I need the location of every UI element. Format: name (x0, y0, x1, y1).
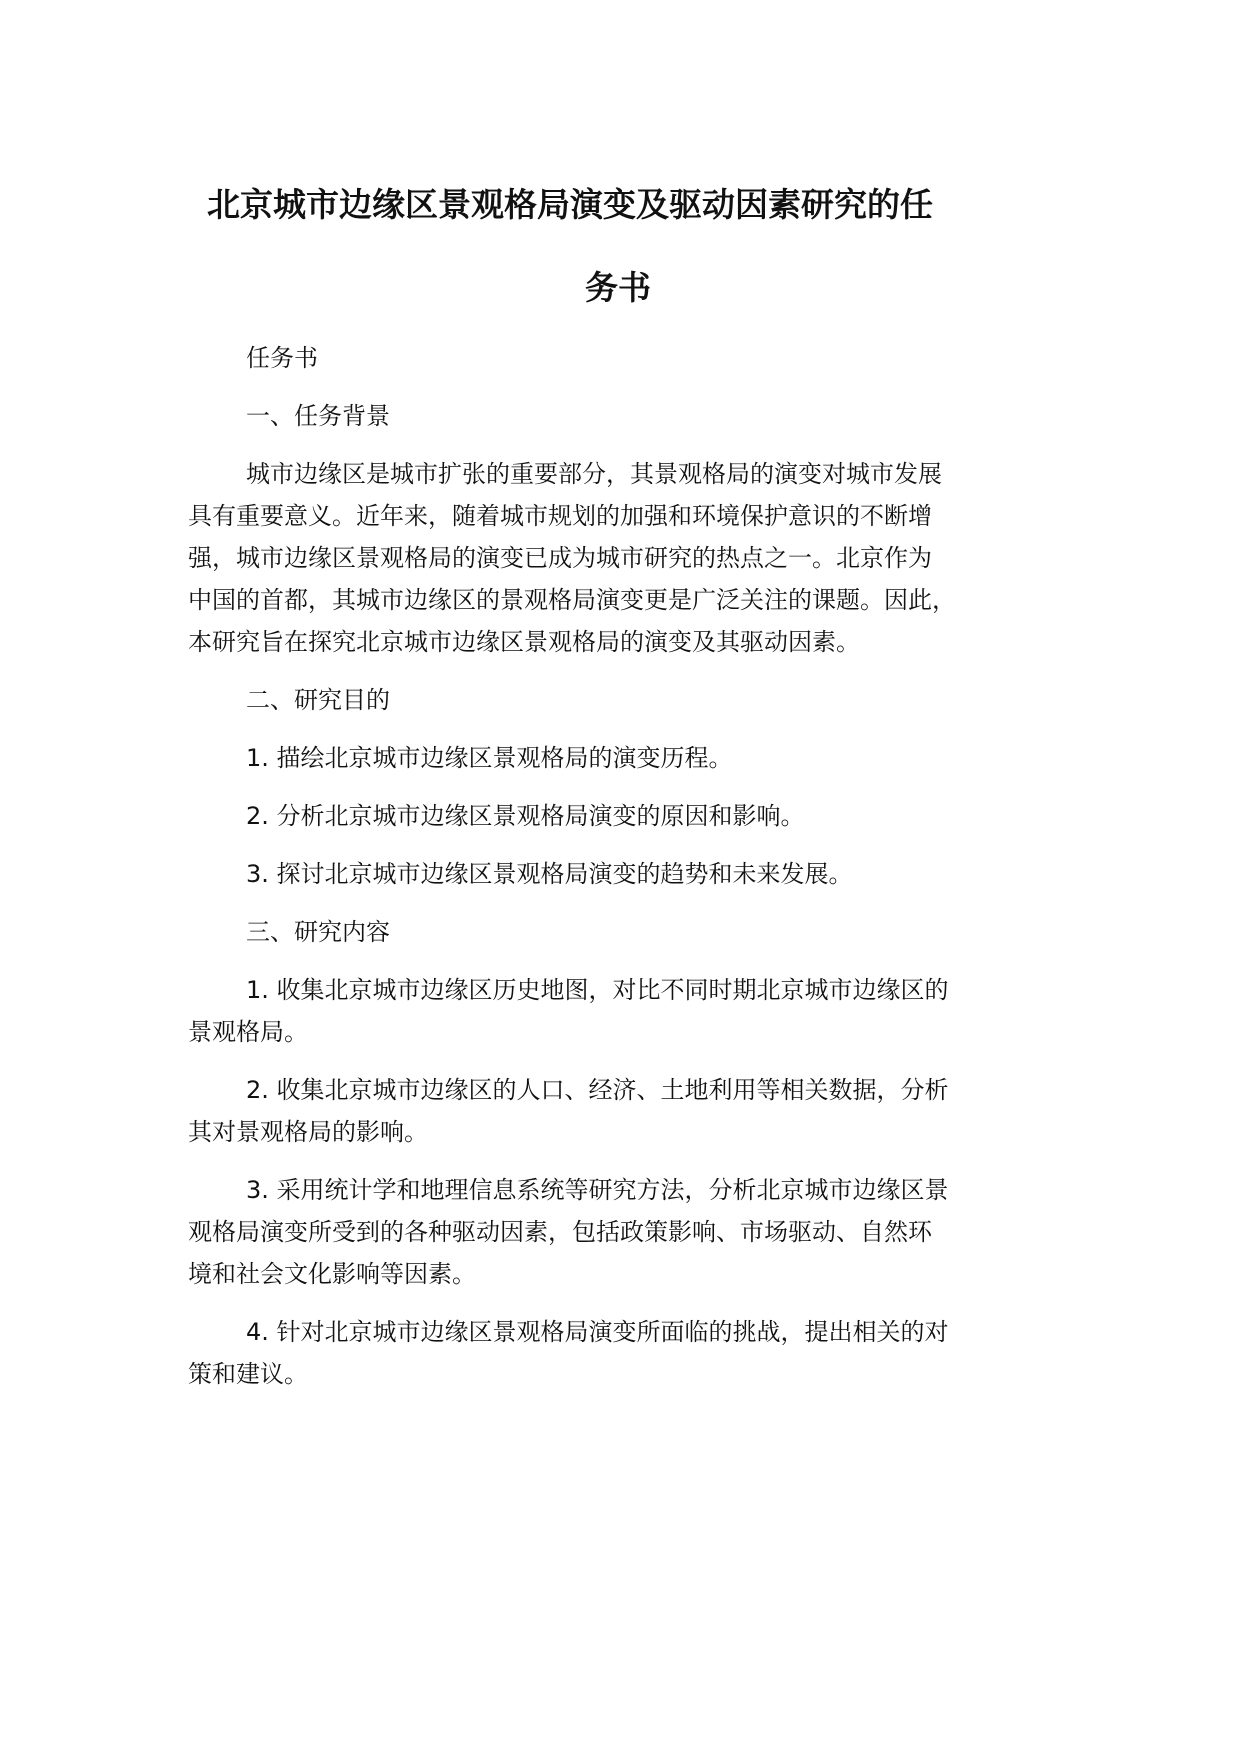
content-item-1-line: 景观格局。 (188, 1018, 308, 1046)
content-item-1-line: 1. 收集北京城市边缘区历史地图，对比不同时期北京城市边缘区的 (246, 976, 949, 1004)
content-item-3-line: 观格局演变所受到的各种驱动因素，包括政策影响、市场驱动、自然环 (188, 1218, 932, 1246)
content-item-3-line: 3. 采用统计学和地理信息系统等研究方法，分析北京城市边缘区景 (246, 1176, 949, 1204)
background-paragraph-line: 强，城市边缘区景观格局的演变已成为城市研究的热点之一。北京作为 (188, 544, 932, 572)
content-item-3-line: 境和社会文化影响等因素。 (188, 1260, 476, 1288)
background-paragraph-line: 具有重要意义。近年来，随着城市规划的加强和环境保护意识的不断增 (188, 502, 932, 530)
purpose-item-3: 3. 探讨北京城市边缘区景观格局演变的趋势和未来发展。 (246, 860, 853, 888)
background-paragraph-line: 城市边缘区是城市扩张的重要部分，其景观格局的演变对城市发展 (246, 460, 942, 488)
background-paragraph-line: 中国的首都，其城市边缘区的景观格局演变更是广泛关注的课题。因此， (188, 586, 956, 614)
section-heading-background: 一、任务背景 (246, 402, 390, 430)
section-label-task-book: 任务书 (246, 344, 318, 372)
document-title-line-1: 北京城市边缘区景观格局演变及驱动因素研究的任 (207, 185, 933, 224)
document-title-line-2: 务书 (585, 268, 651, 307)
section-heading-purpose: 二、研究目的 (246, 686, 390, 714)
section-heading-content: 三、研究内容 (246, 918, 390, 946)
purpose-item-2: 2. 分析北京城市边缘区景观格局演变的原因和影响。 (246, 802, 805, 830)
content-item-4-line: 策和建议。 (188, 1360, 308, 1388)
background-paragraph-line: 本研究旨在探究北京城市边缘区景观格局的演变及其驱动因素。 (188, 628, 860, 656)
purpose-item-1: 1. 描绘北京城市边缘区景观格局的演变历程。 (246, 744, 733, 772)
content-item-4-line: 4. 针对北京城市边缘区景观格局演变所面临的挑战，提出相关的对 (246, 1318, 949, 1346)
content-item-2-line: 2. 收集北京城市边缘区的人口、经济、土地利用等相关数据，分析 (246, 1076, 949, 1104)
content-item-2-line: 其对景观格局的影响。 (188, 1118, 428, 1146)
